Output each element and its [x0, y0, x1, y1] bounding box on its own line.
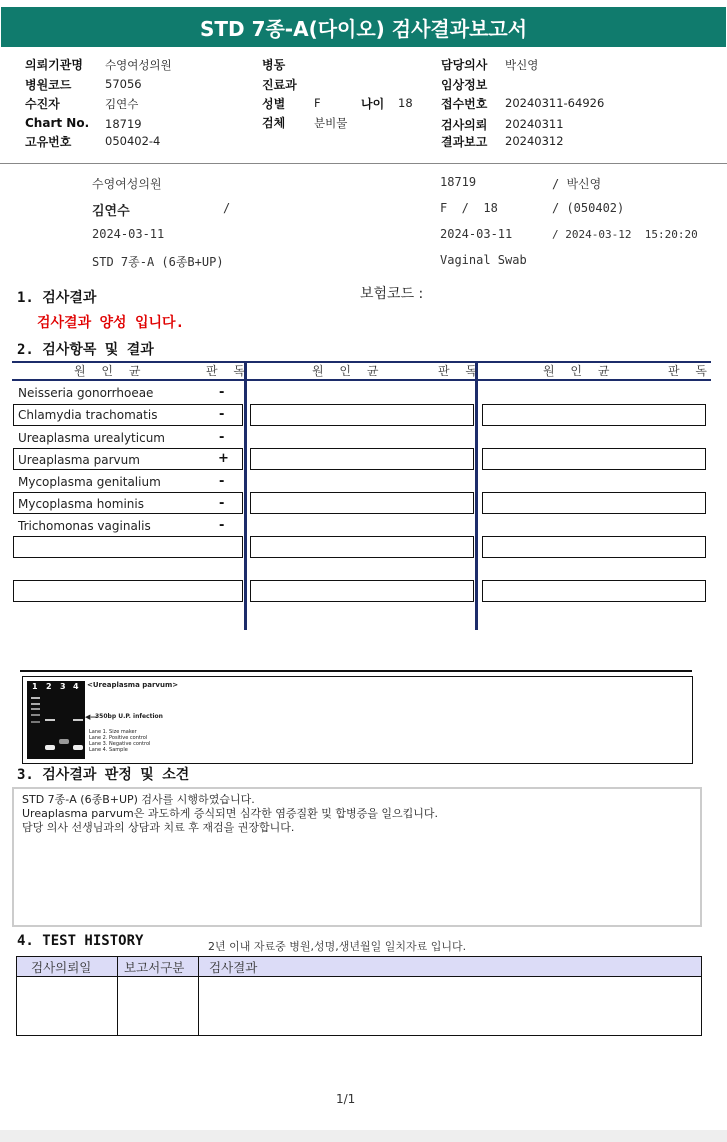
summary-patient: 김연수 [92, 204, 130, 219]
header-label: 수진자 [25, 97, 60, 111]
result-box [482, 536, 706, 558]
header-label: 병동 [262, 58, 286, 72]
summary-test-name: STD 7종-A (6종B+UP) [92, 255, 224, 269]
gel-band [59, 739, 69, 744]
gel-band [73, 745, 83, 750]
gel-band [31, 697, 40, 699]
header-value: 20240311-64926 [505, 96, 605, 110]
organism-name: Neisseria gonorrhoeae [18, 386, 154, 400]
gel-legend [89, 729, 150, 753]
organism-result: - [219, 407, 225, 422]
organism-name: Chlamydia trachomatis [18, 408, 158, 422]
history-note: 2년 이내 자료중 병원,성명,생년월일 일치자료 입니다. [208, 940, 467, 953]
gel-legend-item: Lane 1. Size maker [89, 729, 137, 735]
header-value: 김연수 [105, 97, 139, 111]
gel-title: <Ureaplasma parvum> [87, 681, 179, 689]
gel-band [31, 714, 40, 716]
history-col-header: 검사의뢰일 [17, 957, 118, 977]
organism-result-positive: + [218, 451, 229, 466]
col-result: 판 독 [438, 364, 483, 378]
summary-doctor: / 박신영 [552, 177, 602, 191]
organism-result: - [219, 496, 225, 511]
section2-heading: 2. 검사항목 및 결과 [17, 342, 154, 358]
summary-chart: 18719 [440, 175, 477, 189]
header-label: 성별 [262, 97, 286, 111]
header-label: 결과보고 [441, 135, 488, 149]
organism-name: Trichomonas vaginalis [18, 519, 151, 533]
result-box [482, 404, 706, 426]
header-value: 분비물 [314, 116, 348, 130]
header-label: 병원코드 [25, 78, 72, 92]
result-box [482, 448, 706, 470]
header-value: F [314, 96, 321, 110]
organism-result: - [219, 430, 225, 445]
summary-clinic: 수영여성의원 [92, 177, 162, 191]
organism-result: - [219, 518, 225, 533]
result-box [250, 448, 474, 470]
summary-code: / (050402) [552, 201, 625, 215]
gel-lane-label: 1 [32, 682, 38, 691]
result-box [250, 536, 474, 558]
organism-name: Ureaplasma urealyticum [18, 431, 165, 445]
grid-header-line [12, 379, 711, 381]
header-value: 20240312 [505, 134, 564, 148]
gel-top-rule [20, 670, 692, 672]
test-history-table [16, 956, 702, 1036]
gel-lane-label: 4 [73, 682, 79, 691]
history-cell [17, 977, 118, 1036]
result-box [13, 580, 243, 602]
header-value: 050402-4 [105, 134, 161, 148]
summary-receive-date: 2024-03-11 [440, 227, 513, 241]
history-row [17, 977, 702, 1036]
header-label: Chart No. [25, 116, 90, 130]
gel-image [27, 681, 85, 759]
header-label: 담당의사 [441, 58, 488, 72]
result-box [13, 536, 243, 558]
page-number: 1/1 [336, 1092, 356, 1106]
gel-legend-item: Lane 3. Negative control [89, 741, 151, 747]
findings-line: Ureaplasma parvum은 과도하게 증식되면 심각한 염증질환 및 합병증을 일으킵니다. [22, 807, 438, 820]
result-summary-text: 검사결과 양성 입니다. [37, 315, 185, 331]
findings-line: 담당 의사 선생님과의 상담과 치료 후 재검을 권장합니다. [22, 821, 295, 834]
grid-divider [244, 362, 247, 630]
gel-band [73, 719, 83, 721]
history-col-header: 보고서구분 [118, 957, 199, 977]
result-box [250, 492, 474, 514]
gel-band [45, 745, 55, 750]
age-value: 18 [398, 96, 413, 110]
gel-lane-label: 3 [60, 682, 66, 691]
gel-band [31, 721, 40, 723]
header-label: 검체 [262, 116, 286, 130]
gel-lane-label: 2 [46, 682, 52, 691]
gel-legend-item: Lane 4. Sample [89, 747, 128, 753]
col-result: 판 독 [668, 364, 713, 378]
gel-band [31, 708, 40, 710]
header-label: 의뢰기관명 [25, 58, 83, 72]
organism-name-positive: Ureaplasma parvum [18, 453, 140, 467]
header-label: 고유번호 [25, 135, 72, 149]
header-label: 검사의뢰 [441, 118, 488, 132]
result-box [250, 404, 474, 426]
summary-slash: / [223, 201, 231, 215]
organism-result: - [219, 385, 225, 400]
header-label: 접수번호 [441, 97, 488, 111]
header-value: 수영여성의원 [105, 58, 172, 72]
findings-box [12, 787, 702, 927]
organism-name: Mycoplasma genitalium [18, 475, 161, 489]
divider [0, 163, 727, 164]
summary-specimen: Vaginal Swab [440, 253, 527, 267]
section3-heading: 3. 검사결과 판정 및 소견 [17, 767, 190, 783]
insurance-code-label: 보험코드 : [360, 286, 424, 302]
gel-band [45, 719, 55, 721]
grid-divider [475, 362, 478, 630]
col-organism: 원 인 균 [312, 364, 385, 378]
section1-heading: 1. 검사결과 [17, 290, 97, 306]
history-cell [118, 977, 199, 1036]
col-organism: 원 인 균 [543, 364, 616, 378]
organism-name: Mycoplasma hominis [18, 497, 144, 511]
result-box [482, 580, 706, 602]
header-label: 임상정보 [441, 78, 488, 92]
gel-electrophoresis-figure [22, 676, 693, 764]
header-label: 진료과 [262, 78, 297, 92]
organism-result: - [219, 474, 225, 489]
header-value: 박신영 [505, 58, 539, 72]
header-value: 18719 [105, 117, 142, 131]
age-label: 나이 [361, 97, 385, 111]
header-value: 57056 [105, 77, 142, 91]
col-organism: 원 인 균 [74, 364, 147, 378]
gel-legend-item: Lane 2. Positive control [89, 735, 148, 741]
col-result: 판 독 [206, 364, 251, 378]
summary-sex-age: F / 18 [440, 201, 498, 215]
summary-report-datetime: / 2024-03-12 15:20:20 [552, 228, 698, 241]
findings-line: STD 7종-A (6종B+UP) 검사를 시행하였습니다. [22, 793, 255, 806]
section4-heading: 4. TEST HISTORY [17, 933, 144, 949]
report-title: STD 7종-A(다이오) 검사결과보고서 [1, 7, 726, 47]
summary-request-date: 2024-03-11 [92, 227, 165, 241]
result-box [250, 580, 474, 602]
gel-band [31, 703, 40, 705]
header-value: 20240311 [505, 117, 564, 131]
history-col-header: 검사결과 [199, 957, 702, 977]
result-box [482, 492, 706, 514]
gel-band-label: 350bp U.P. infection [95, 713, 163, 720]
gel-arrow-icon: ◀— [85, 713, 98, 721]
history-cell [199, 977, 702, 1036]
